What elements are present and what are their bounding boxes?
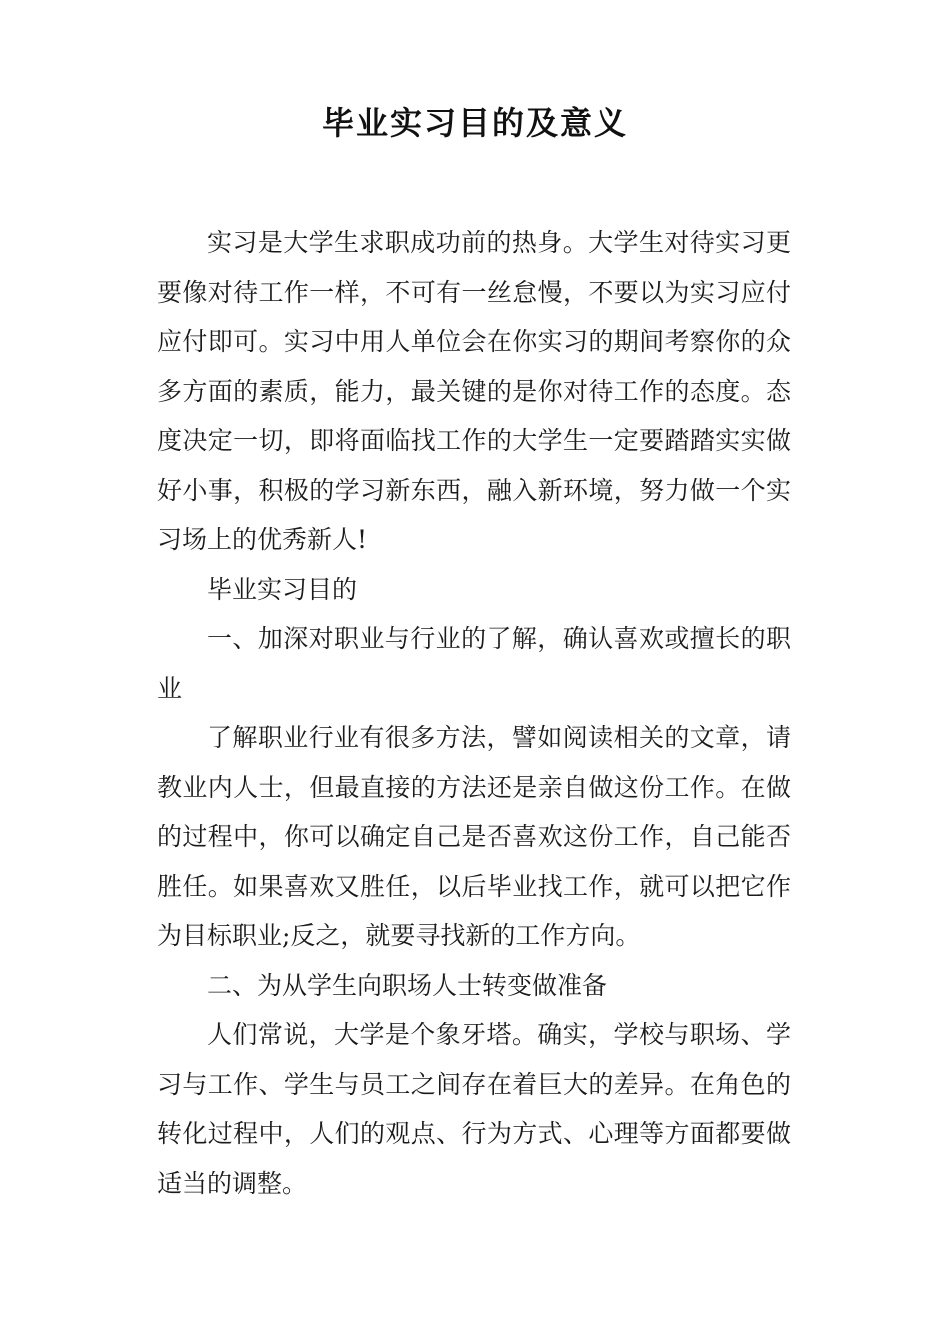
document-title: 毕业实习目的及意义 bbox=[321, 104, 628, 142]
document-body bbox=[157, 218, 791, 1208]
paragraph-two: 人们常说，大学是个象牙塔。确实，学校与职场、学习与工作、学生与员工之间存在着巨大的差异。在角色的转化过程中，人们的观点、行为方式、心理等方面都要做适当的调整。 bbox=[157, 1020, 791, 1198]
paragraph-intro: 实习是大学生求职成功前的热身。大学生对待实习更要像对待工作一样，不可有一丝怠慢，不要以为实习应付应付即可。实习中用人单位会在你实习的期间考察你的众多方面的素质，能力，最关键的是你对待工作的态度。态度决定一切，即将面临找工作的大学生一定要踏踏实实做好小事，积极的学习新东西，融入新环境，努力做一个实习场上的优秀新人! bbox=[157, 228, 791, 554]
section-heading-purpose: 毕业实习目的 bbox=[207, 574, 358, 604]
subheading-two: 二、为从学生向职场人士转变做准备 bbox=[207, 970, 608, 1000]
subheading-one: 一、加深对职业与行业的了解，确认喜欢或擅长的职业 bbox=[157, 624, 791, 703]
paragraph-one: 了解职业行业有很多方法，譬如阅读相关的文章，请教业内人士，但最直接的方法还是亲自做这份工作。在做的过程中，你可以确定自己是否喜欢这份工作，自己能否胜任。如果喜欢又胜任，以后毕业找工作，就可以把它作为目标职业;反之，就要寻找新的工作方向。 bbox=[157, 723, 791, 950]
